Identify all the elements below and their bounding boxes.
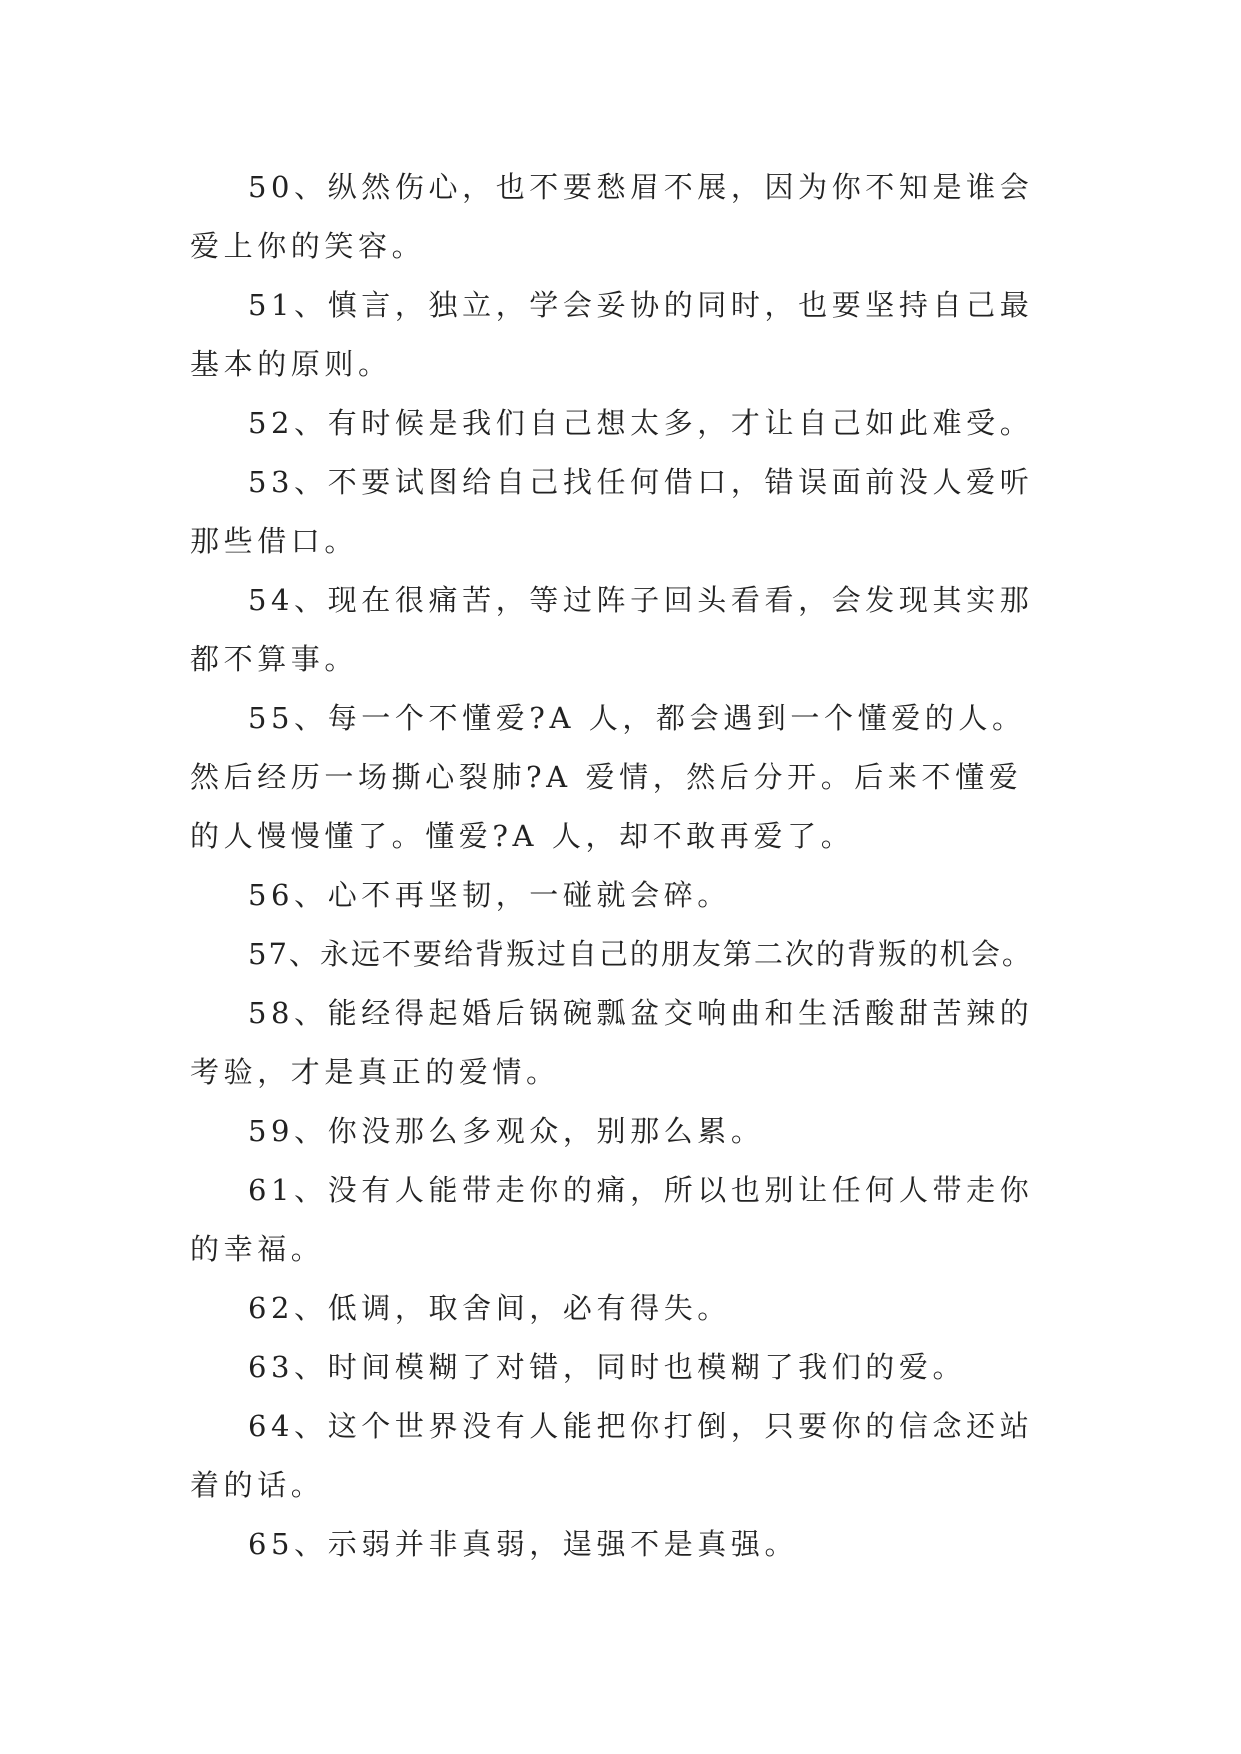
paragraph-64: 64、这个世界没有人能把你打倒，只要你的信念还站着的话。 xyxy=(190,1409,1034,1502)
paragraph-50: 50、纵然伤心，也不要愁眉不展，因为你不知是谁会爱上你的笑容。 xyxy=(190,170,1034,263)
paragraph-65: 65、示弱并非真弱，逞强不是真强。 xyxy=(248,1527,799,1561)
paragraph-56: 56、心不再坚韧，一碰就会碎。 xyxy=(248,878,731,912)
paragraph-52: 52、有时候是我们自己想太多，才让自己如此难受。 xyxy=(248,406,1034,440)
paragraph-55: 55、每一个不懂爱?A 人，都会遇到一个懂爱的人。然后经历一场撕心裂肺?A 爱情，然后分开。后来不懂爱的人慢慢懂了。懂爱?A 人，却不敢再爱了。 xyxy=(190,701,1026,853)
paragraph-54: 54、现在很痛苦，等过阵子回头看看，会发现其实那都不算事。 xyxy=(190,583,1034,676)
document-body xyxy=(190,158,1052,1574)
paragraph-63: 63、时间模糊了对错，同时也模糊了我们的爱。 xyxy=(248,1350,967,1384)
paragraph-58: 58、能经得起婚后锅碗瓢盆交响曲和生活酸甜苦辣的考验，才是真正的爱情。 xyxy=(190,996,1034,1089)
paragraph-57: 57、永远不要给背叛过自己的朋友第二次的背叛的机会。 xyxy=(248,937,1033,971)
paragraph-62: 62、低调，取舍间，必有得失。 xyxy=(248,1291,731,1325)
paragraph-53: 53、不要试图给自己找任何借口，错误面前没人爱听那些借口。 xyxy=(190,465,1034,558)
paragraph-59: 59、你没那么多观众，别那么累。 xyxy=(248,1114,765,1148)
paragraph-61: 61、没有人能带走你的痛，所以也别让任何人带走你的幸福。 xyxy=(190,1173,1034,1266)
paragraph-51: 51、慎言，独立，学会妥协的同时，也要坚持自己最基本的原则。 xyxy=(190,288,1034,381)
